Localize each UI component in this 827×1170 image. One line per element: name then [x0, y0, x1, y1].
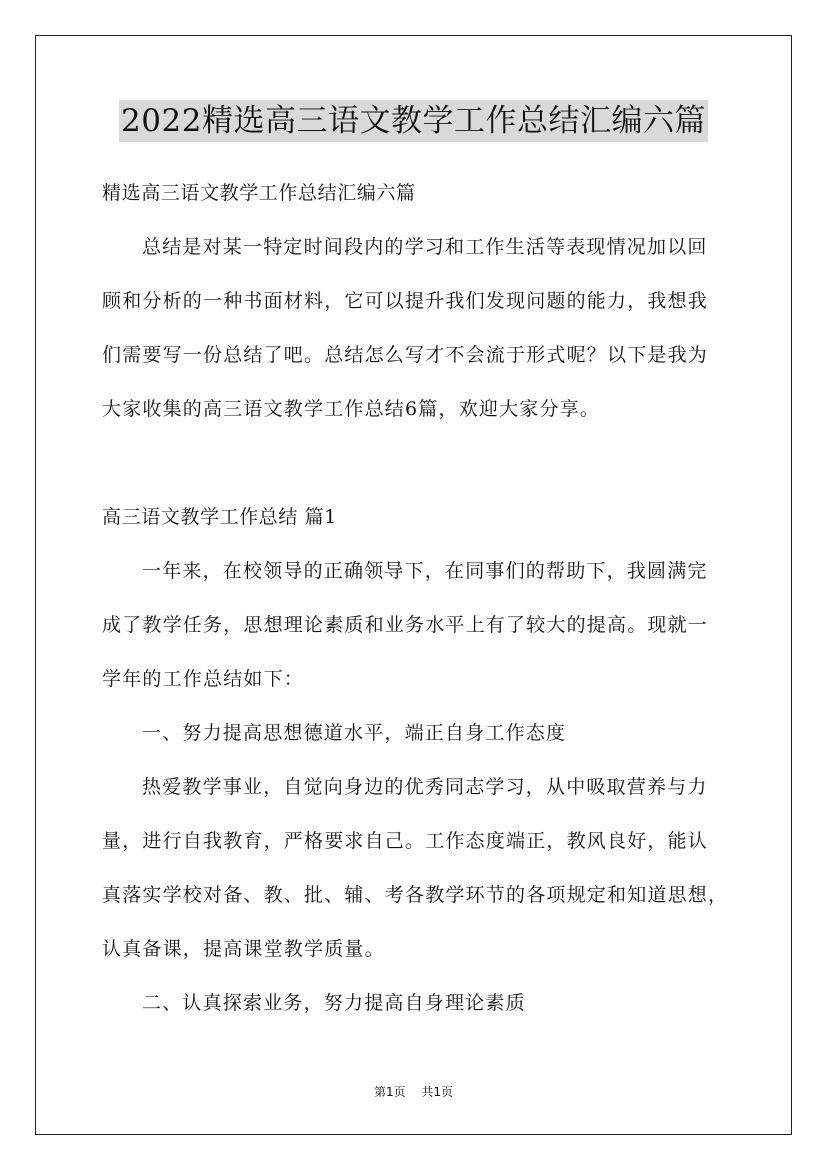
section-heading: 高三语文教学工作总结 篇1 [102, 506, 337, 528]
spacer [102, 752, 742, 768]
spacer [102, 860, 742, 876]
spacer [102, 644, 742, 660]
paragraph-line: 热爱教学事业，自觉向身边的优秀同志学习，从中吸取营养与力 [142, 776, 708, 798]
spacer [102, 428, 742, 498]
intro-line: 总结是对某一特定时间段内的学习和工作生活等表现情况加以回 [142, 236, 708, 258]
paragraph-line: 真落实学校对备、教、批、辅、考各教学环节的各项规定和知道思想， [102, 884, 729, 906]
spacer [102, 266, 742, 282]
spacer [102, 590, 742, 606]
subheading: 一、努力提高思想德道水平，端正自身工作态度 [142, 722, 567, 744]
subheading: 二、认真探索业务，努力提高自身理论素质 [142, 992, 526, 1014]
spacer [102, 698, 742, 714]
paragraph-line: 认真备课，提高课堂教学质量。 [102, 938, 385, 960]
paragraph-line: 量，进行自我教育，严格要求自己。工作态度端正，教风良好，能认 [102, 830, 709, 852]
intro-line: 大家收集的高三语文教学工作总结6篇，欢迎大家分享。 [102, 398, 601, 420]
title-container [0, 100, 827, 142]
page-footer [0, 1083, 827, 1100]
document-subtitle: 精选高三语文教学工作总结汇编六篇 [102, 182, 416, 204]
page-total: 共1页 [421, 1085, 454, 1099]
document-body [102, 174, 742, 1022]
paragraph-line: 一年来，在校领导的正确领导下，在同事们的帮助下，我圆满完 [142, 560, 708, 582]
spacer [102, 914, 742, 930]
intro-line: 们需要写一份总结了吧。总结怎么写才不会流于形式呢？以下是我为 [102, 344, 709, 366]
spacer [102, 374, 742, 390]
paragraph-line: 学年的工作总结如下： [102, 668, 305, 690]
spacer [102, 212, 742, 228]
spacer [102, 536, 742, 552]
paragraph-line: 成了教学任务，思想理论素质和业务水平上有了较大的提高。现就一 [102, 614, 709, 636]
spacer [102, 806, 742, 822]
page-number: 第1页 [373, 1085, 406, 1099]
spacer [102, 320, 742, 336]
document-title: 2022精选高三语文教学工作总结汇编六篇 [119, 100, 708, 142]
spacer [102, 968, 742, 984]
intro-line: 顾和分析的一种书面材料，它可以提升我们发现问题的能力，我想我 [102, 290, 709, 312]
